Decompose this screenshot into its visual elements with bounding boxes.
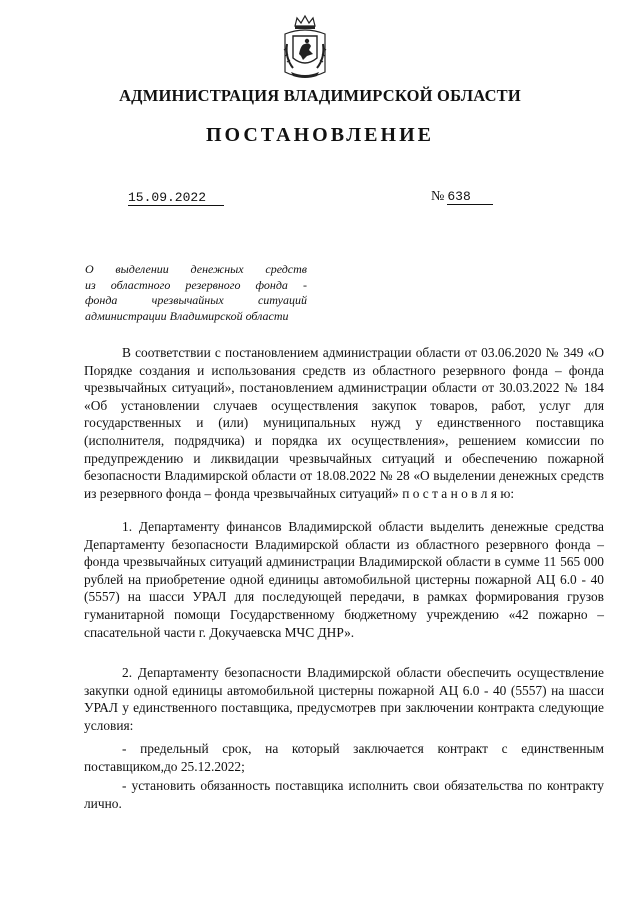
item-1-paragraph xyxy=(84,518,604,641)
preamble-paragraph xyxy=(84,344,604,502)
document-number xyxy=(431,189,493,205)
document-date: 15.09.2022 xyxy=(128,190,224,206)
condition-1-text: - предельный срок, на который заключается контракт с единственным поставщиком,до 25.12.2022; xyxy=(84,741,604,774)
subject-line: фонда чрезвычайных ситуаций xyxy=(85,293,307,307)
organization-name: АДМИНИСТРАЦИЯ ВЛАДИМИРСКОЙ ОБЛАСТИ xyxy=(119,86,521,105)
preamble-text: В соответствии с постановлением администрации области от 03.06.2020 № 349 «О Порядке создания и использования средств из областного резервного фонда – фонда чрезвычайных ситуаций», постановлением администрации области от 30.03.2022 № 184 «Об установлении случаев осуществления закупок товаров, работ, услуг для государственных и (или) муниципальных нужд у единственного поставщика (исполнителя, подрядчика) и порядка их осуществления», решением комиссии по предупреждению и ликвидации чрезвычайных ситуаций и обеспечению пожарной безопасности Владимирской области от 18.08.2022 № 28 «О выделении денежных средств из резервного фонда – фонда чрезвычайных ситуаций» п о с т а н о в л я ю: xyxy=(84,345,604,501)
item-2-text: 2. Департаменту безопасности Владимирской области обеспечить осуществление закупки одной единицы автомобильной цистерны пожарной АЦ 6.0 - 40 (5557) на шасси УРАЛ у единственного поставщика, предусмотрев при заключении контракта следующие условия: xyxy=(84,665,604,733)
number-value: 638 xyxy=(447,189,492,205)
subject-line: администрации Владимирской области xyxy=(85,308,289,323)
document-subject xyxy=(85,262,307,324)
condition-2-paragraph xyxy=(84,777,604,812)
condition-1-paragraph xyxy=(84,740,604,775)
document-type-title: ПОСТАНОВЛЕНИЕ xyxy=(206,124,434,146)
number-label: № xyxy=(431,189,445,204)
item-2-paragraph xyxy=(84,664,604,734)
item-1-text: 1. Департаменту финансов Владимирской области выделить денежные средства Департаменту безопасности Владимирской области из областного резервного фонда – фонда чрезвычайных ситуаций администрации Владимирской области в сумме 11 565 000 рублей на приобретение одной единицы автомобильной цистерны пожарной АЦ 6.0 - 40 (5557) на шасси УРАЛ для последующей передачи, в рамках формирования грузов гуманитарной помощи Государственному бюджетному учреждению «42 пожарно – спасательной части г. Докучаевска МЧС ДНР». xyxy=(84,519,604,640)
condition-2-text: - установить обязанность поставщика исполнить свои обязательства по контракту лично. xyxy=(84,778,604,811)
subject-line: О выделении денежных средств xyxy=(85,262,307,276)
coat-of-arms-emblem xyxy=(281,14,329,82)
subject-line: из областного резервного фонда - xyxy=(85,277,307,292)
